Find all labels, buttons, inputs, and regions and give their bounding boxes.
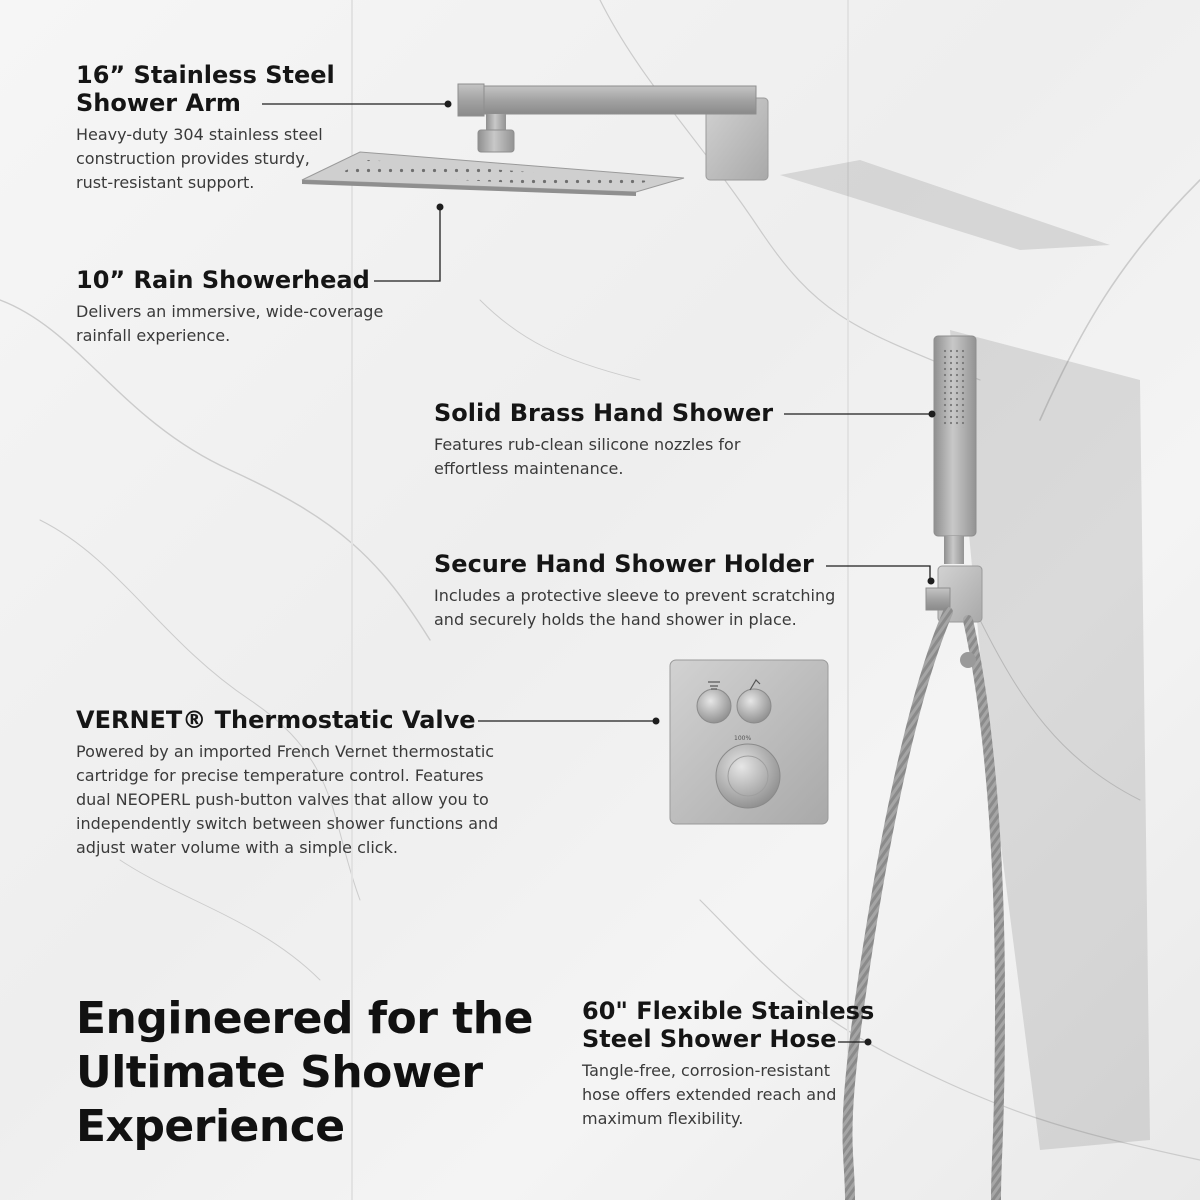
valve-desc-line-4: independently switch between shower functions and (76, 814, 499, 833)
feature-shower-arm (76, 61, 335, 195)
feature-rain-showerhead (76, 266, 383, 348)
valve-description (76, 740, 498, 860)
hose-desc-line-3: maximum flexibility. (582, 1109, 744, 1128)
holder-desc-line-1: Includes a protective sleeve to prevent scratching (434, 586, 836, 605)
valve-desc-line-3: dual NEOPERL push-button valves that allow you to (76, 790, 489, 809)
thermostatic-valve (670, 660, 828, 824)
hose-desc-line-1: Tangle-free, corrosion-resistant (582, 1061, 831, 1080)
hand-shower-holder (926, 566, 982, 622)
shower-arm-desc-line-1: Heavy-duty 304 stainless steel (76, 125, 323, 144)
headline-line-3: Experience (76, 1101, 345, 1152)
headline-line-2: Ultimate Shower (76, 1047, 483, 1098)
holder-description (434, 584, 835, 632)
rain-showerhead-desc-line-2: rainfall experience. (76, 326, 231, 345)
holder-title: Secure Hand Shower Holder (434, 550, 814, 578)
hose-title-line-1: 60" Flexible Stainless (582, 997, 875, 1025)
hose-desc-line-2: hose offers extended reach and (582, 1085, 837, 1104)
feature-hose (582, 997, 874, 1131)
valve-percent-label: 100% (734, 735, 752, 742)
shower-arm-description (76, 123, 335, 195)
rain-showerhead-description (76, 300, 383, 348)
shower-arm-title-line-2: Shower Arm (76, 89, 241, 117)
hand-shower (934, 336, 976, 564)
rain-showerhead-desc-line-1: Delivers an immersive, wide-coverage (76, 302, 384, 321)
hand-shower-title: Solid Brass Hand Shower (434, 399, 774, 427)
valve-desc-line-2: cartridge for precise temperature control. Features (76, 766, 484, 785)
shower-arm-title-line-1: 16” Stainless Steel (76, 61, 335, 89)
holder-desc-line-2: and securely holds the hand shower in place. (434, 610, 797, 629)
page-headline (76, 992, 556, 1154)
shower-arm-desc-line-3: rust-resistant support. (76, 173, 255, 192)
rain-showerhead-title: 10” Rain Showerhead (76, 266, 370, 294)
valve-desc-line-5: adjust water volume with a simple click. (76, 838, 398, 857)
hose-description (582, 1059, 874, 1131)
valve-title: VERNET® Thermostatic Valve (76, 706, 476, 734)
hose-title (582, 997, 874, 1053)
rain-showerhead (302, 152, 684, 196)
shower-arm-title (76, 61, 335, 117)
feature-holder (434, 550, 835, 632)
shower-arm-desc-line-2: construction provides sturdy, (76, 149, 310, 168)
hose-title-line-2: Steel Shower Hose (582, 1025, 837, 1053)
valve-desc-line-1: Powered by an imported French Vernet thermostatic (76, 742, 495, 761)
headline-line-1: Engineered for the (76, 993, 533, 1044)
feature-hand-shower (434, 399, 773, 481)
hand-shower-desc-line-1: Features rub-clean silicone nozzles for (434, 435, 741, 454)
feature-valve (76, 706, 498, 860)
hand-shower-description (434, 433, 773, 481)
hand-shower-desc-line-2: effortless maintenance. (434, 459, 624, 478)
